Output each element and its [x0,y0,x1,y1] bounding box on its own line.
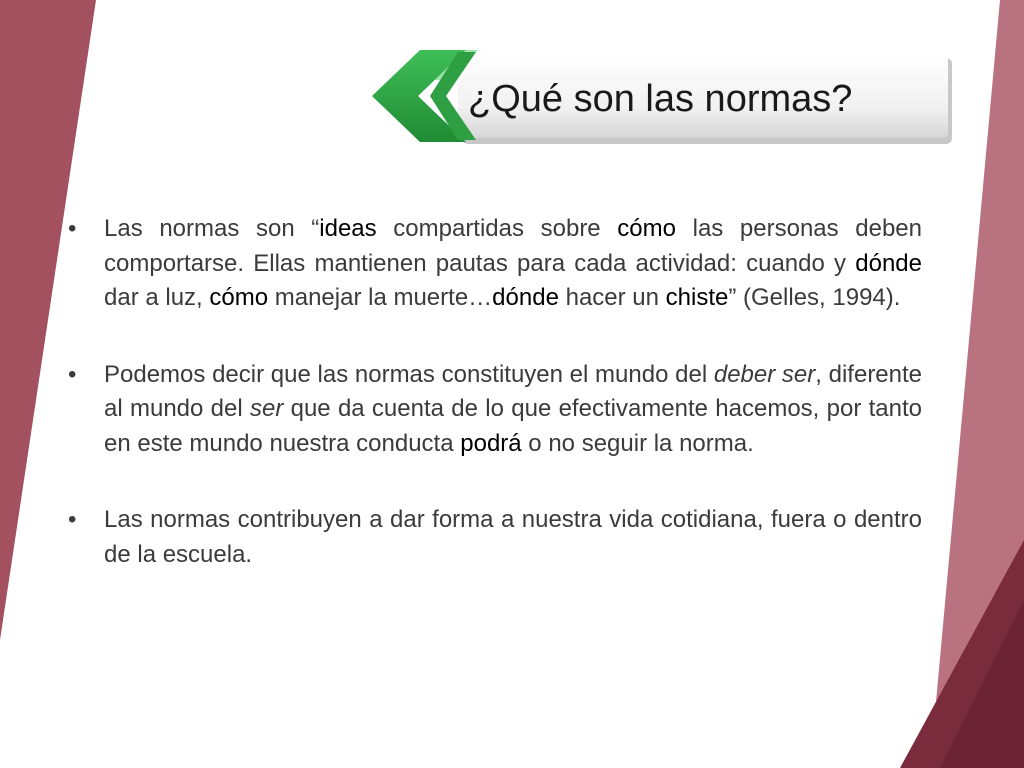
text-segment: cómo [617,215,676,242]
text-segment: que da cuenta de lo que efectivamente hacemos, por tanto en este mundo nuestra conducta [104,395,922,457]
slide-title: ¿Qué son las normas? [468,78,853,120]
text-segment: manejar la muerte… [268,284,493,311]
bullet-list [68,212,922,614]
bullet-item-3 [68,503,922,572]
text-segment: ideas [319,215,377,242]
text-segment-italic: deber ser [713,360,816,388]
text-segment: dónde [855,249,922,277]
bullet-item-1 [68,212,922,316]
text-segment-italic: ser [249,395,284,422]
bullet-marker: • [68,360,77,388]
bullet-text [104,358,922,462]
text-segment: chiste [665,284,729,311]
text-segment: hacer un [558,284,666,311]
text-segment: Las normas son “ [104,215,320,242]
text-segment: las personas deben comportarse. Ellas mantienen pautas para cada actividad: cuando y [104,215,923,277]
text-segment: Podemos decir que las normas constituyen el mundo del [104,360,714,388]
bullet-item-2 [68,358,922,462]
text-segment: dar a luz, [104,284,210,311]
text-segment: podrá [460,429,522,457]
text-segment: o no seguir la norma. [521,429,754,457]
text-segment: Las normas contribuyen a dar forma a nuestra vida cotidiana, fuera o dentro de la escuela. [104,506,922,568]
text-segment: ” (Gelles, 1994). [728,284,901,311]
bullet-text [104,503,922,572]
bullet-marker: • [68,215,77,242]
text-segment: dónde [492,284,559,311]
text-segment: compartidas sobre [376,215,618,242]
bullet-text [104,212,922,316]
bullet-marker: • [68,506,77,533]
text-segment: cómo [209,284,269,311]
text-segment: , diferente al mundo del [104,360,923,422]
